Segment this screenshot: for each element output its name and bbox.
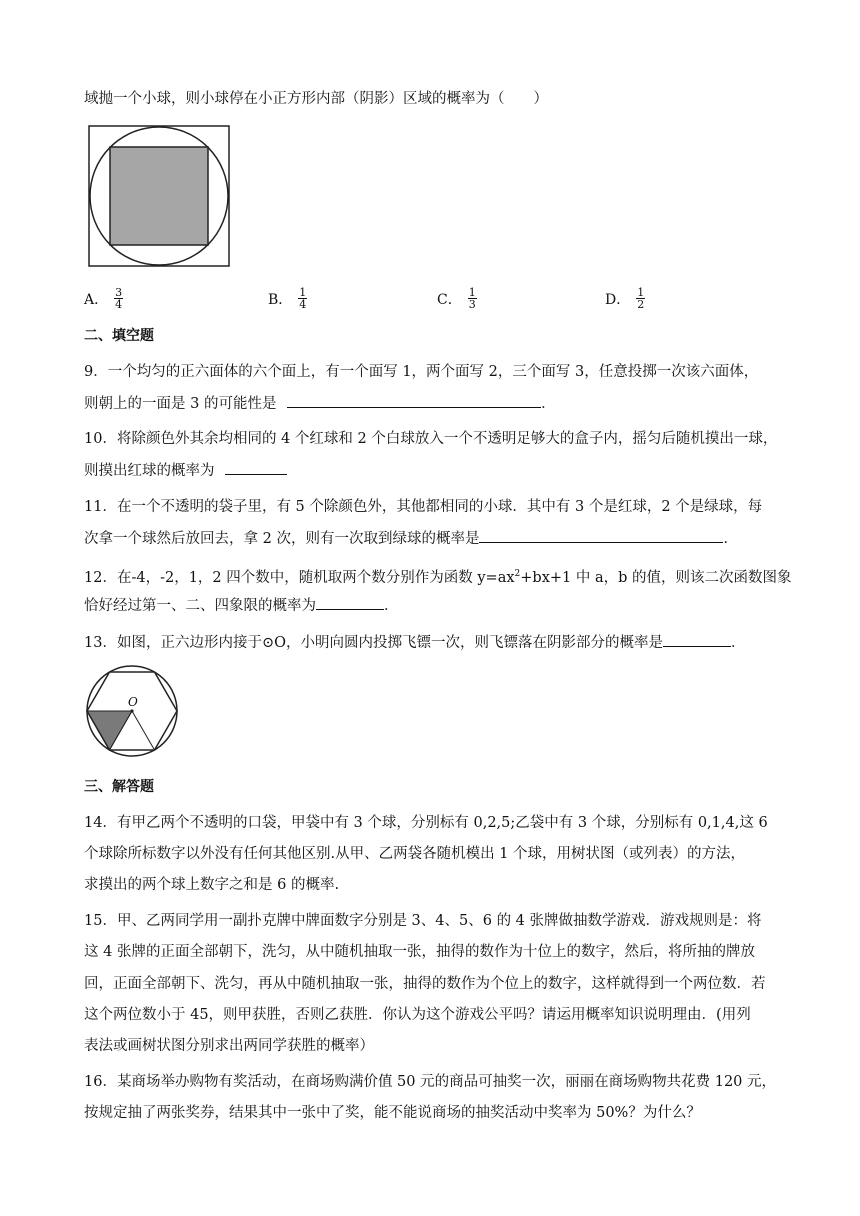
option-a-letter: A． <box>84 291 109 308</box>
question-15-line-5: 表法或画树状图分别求出两同学获胜的概率） <box>84 1038 374 1054</box>
question-12-line-1 <box>84 564 792 588</box>
square-circle-figure <box>88 125 230 267</box>
center-point <box>130 709 133 712</box>
question-15-line-1: 15．甲、乙两同学用一副扑克牌中牌面数字分别是 3、4、5、6 的 4 张牌做抽数学游戏．游戏规则是：将 <box>84 913 762 929</box>
option-c-denominator: 3 <box>468 298 476 311</box>
question-16-line-1: 16．某商场举办购物有奖活动，在商场购满价值 50 元的商品可抽奖一次，丽丽在商场购物共花费 120 元， <box>84 1074 777 1090</box>
option-c-numerator: 1 <box>468 286 476 299</box>
question-10-line-2 <box>84 460 287 481</box>
question-10-answer-blank[interactable] <box>225 460 287 475</box>
option-c-fraction <box>468 287 477 310</box>
option-c[interactable] <box>437 287 477 310</box>
option-a-fraction <box>114 287 123 310</box>
question-10-text: 则摸出红球的概率为 <box>84 463 215 479</box>
section-heading-solutions: 三、解答题 <box>84 779 154 795</box>
option-a-denominator: 4 <box>115 298 123 311</box>
question-12-text-a: 12．在-4，-2，1，2 四个数中，随机取两个数分别作为函数 y=ax <box>84 569 515 586</box>
option-b[interactable] <box>268 287 307 310</box>
hexagon-circle-figure <box>80 664 184 758</box>
shaded-inner-square <box>110 147 208 245</box>
option-d-fraction <box>636 287 645 310</box>
question-9-line-1: 9．一个均匀的正六面体的六个面上，有一个面写 1，两个面写 2，三个面写 3，任意投掷一次该六面体， <box>84 364 759 380</box>
question-15-line-2: 这 4 张牌的正面全部朝下，洗匀，从中随机抽取一张，抽得的数作为十位上的数字，然后，将所抽的牌放 <box>84 944 755 960</box>
question-12-text-2: 恰好经过第一、二、四象限的概率为 <box>84 598 316 614</box>
question-11-line-2 <box>84 528 738 549</box>
question-10-line-1: 10．将除颜色外其余均相同的 4 个红球和 2 个白球放入一个不透明足够大的盒子内，摇匀后随机摸出一球， <box>84 431 778 447</box>
option-c-letter: C． <box>437 291 462 308</box>
question-12-text-b: +bx+1 中 a，b 的值，则该二次函数图象 <box>520 569 792 586</box>
center-label: O <box>128 695 138 709</box>
question-13-text: 13．如图，正六边形内接于⊙O，小明向圆内投掷飞镖一次，则飞镖落在阴影部分的概率是 <box>84 635 663 651</box>
option-d-letter: D． <box>605 291 631 308</box>
question-13-answer-blank[interactable] <box>663 632 731 647</box>
question-12-line-2 <box>84 595 399 616</box>
question-11-line-1: 11．在一个不透明的袋子里，有 5 个除颜色外，其他都相同的小球．其中有 3 个是红球，2 个是绿球，每 <box>84 499 763 515</box>
option-d-denominator: 2 <box>637 298 645 311</box>
question-11-answer-blank[interactable] <box>479 528 723 543</box>
option-b-denominator: 4 <box>299 298 307 311</box>
option-a[interactable] <box>84 287 123 310</box>
question-16-line-2: 按规定抽了两张奖券，结果其中一张中了奖，能不能说商场的抽奖活动中奖率为 50%？为什么？ <box>84 1105 701 1121</box>
question-11-end: ． <box>723 531 738 547</box>
question-13-end: ． <box>730 635 746 651</box>
section-heading-fill-blank: 二、填空题 <box>84 328 154 344</box>
option-d-numerator: 1 <box>637 286 645 299</box>
option-b-letter: B． <box>268 291 293 308</box>
question-15-line-4: 这个两位数小于 45，则甲获胜，否则乙获胜．你认为这个游戏公平吗？请运用概率知识说明理由．(用列 <box>84 1007 751 1023</box>
question-9-answer-blank[interactable] <box>287 393 541 408</box>
question-11-text: 次拿一个球然后放回去，拿 2 次，则有一次取到绿球的概率是 <box>84 531 480 547</box>
question-14-line-1: 14．有甲乙两个不透明的口袋，甲袋中有 3 个球，分别标有 0,2,5;乙袋中有 3 个球，分别标有 0,1,4,这 6 <box>84 815 768 831</box>
option-b-numerator: 1 <box>299 286 307 299</box>
option-a-numerator: 3 <box>115 286 123 299</box>
question-14-line-3: 求摸出的两个球上数字之和是 6 的概率. <box>84 877 340 893</box>
question-13-line-1 <box>84 632 745 653</box>
question-12-exponent: 2 <box>514 569 521 579</box>
option-d[interactable] <box>605 287 645 310</box>
option-b-fraction <box>298 287 307 310</box>
question-12-answer-blank[interactable] <box>316 595 384 610</box>
question-12-end: ． <box>384 598 399 614</box>
question-14-line-2: 个球除所标数字以外没有任何其他区别.从甲、乙两袋各随机模出 1 个球，用树状图（或列表）的方法， <box>84 846 746 862</box>
question-9-text: 则朝上的一面是 3 的可能性是 <box>84 396 277 412</box>
question-9-end: ． <box>541 396 556 412</box>
question-15-line-3: 回，正面全部朝下、洗匀，再从中随机抽取一张，抽得的数作为个位上的数字，这样就得到一个两位数．若 <box>84 976 766 992</box>
question-8-stem-end: 域抛一个小球，则小球停在小正方形内部（阴影）区域的概率为（ ） <box>84 91 548 107</box>
question-9-line-2 <box>84 393 556 414</box>
